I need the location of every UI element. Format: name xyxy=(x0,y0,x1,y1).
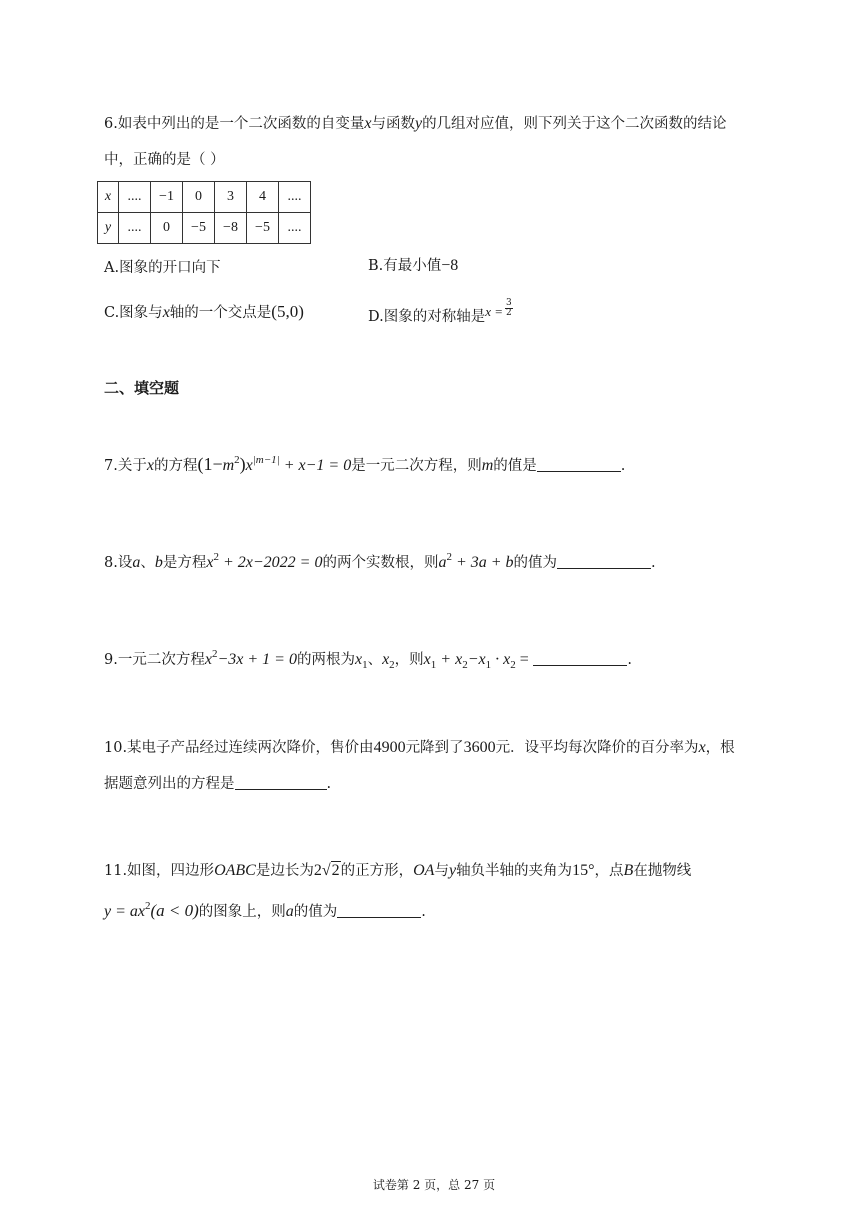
q7-text: 的值是 xyxy=(493,458,537,474)
answer-blank[interactable] xyxy=(537,457,621,472)
q11-text: 轴负半轴的夹角为 xyxy=(456,863,573,879)
table-cell: .... xyxy=(279,213,311,244)
fraction-denominator: 2 xyxy=(506,308,512,318)
q8-line xyxy=(104,551,656,572)
q7-eq: (1− xyxy=(197,454,223,474)
q9-expr: −x xyxy=(467,651,486,668)
q8-expr: + 3a + b xyxy=(451,554,514,571)
q10-line-1 xyxy=(104,736,735,757)
table-cell: −8 xyxy=(215,213,247,244)
q10-number: 4900 xyxy=(373,739,406,756)
q9-text: 、 xyxy=(367,652,383,668)
q6-var-y: y xyxy=(414,115,423,132)
q10-number: 3600 xyxy=(463,739,496,756)
q11-eq: (a < 0) xyxy=(150,901,199,920)
q11-line-1 xyxy=(104,859,691,880)
q7-text: 的方程 xyxy=(153,458,198,474)
q11-text: 在抛物线 xyxy=(633,863,692,879)
q9-root-subscript: 1 xyxy=(362,659,368,671)
q6-text: 与函数 xyxy=(371,116,415,132)
q11-var: y xyxy=(448,862,457,879)
q9-eq-exponent: 2 xyxy=(211,648,218,660)
q11-text: . xyxy=(421,904,426,920)
q7-var: x xyxy=(146,457,154,474)
q9-expr: + x xyxy=(436,651,463,668)
q9-expr: = xyxy=(515,651,529,668)
q6-var-x: x xyxy=(364,115,372,132)
q6-option-c xyxy=(104,301,304,322)
q9-text: ，则 xyxy=(394,652,424,668)
q10-line-2 xyxy=(104,772,331,793)
q7-eq: ) xyxy=(239,454,246,474)
q11-var: OA xyxy=(413,862,435,879)
fraction xyxy=(505,299,513,318)
q9-text: . xyxy=(627,652,632,668)
option-text: 轴的一个交点是 xyxy=(169,305,272,321)
q8-eq: + 2x−2022 = 0 xyxy=(218,554,323,571)
table-cell: x xyxy=(98,182,119,213)
page-footer: 试卷第 2 页，总 27 页 xyxy=(372,1178,496,1192)
q9-root: x xyxy=(354,651,363,668)
table-row-x xyxy=(98,182,311,213)
q6-line-1 xyxy=(104,112,727,133)
q11-var: a xyxy=(285,903,294,920)
q11-angle: 15° xyxy=(572,862,595,879)
q7-text: 7.关于 xyxy=(104,458,147,474)
q7-line xyxy=(104,454,625,475)
fraction-numerator: 3 xyxy=(506,298,512,308)
q10-text: 元降到了 xyxy=(405,740,464,756)
q9-expr-subscript: 2 xyxy=(510,659,516,671)
table-cell: −5 xyxy=(247,213,279,244)
q11-number: 2 xyxy=(313,862,322,879)
q8-var: b xyxy=(154,554,163,571)
table-cell: .... xyxy=(119,182,151,213)
q7-text: . xyxy=(620,458,626,474)
q7-var: m xyxy=(481,457,494,474)
table-cell: .... xyxy=(119,213,151,244)
q9-root-subscript: 2 xyxy=(389,659,395,671)
q8-eq-exponent: 2 xyxy=(213,551,219,563)
q11-text: 的正方形， xyxy=(340,863,414,879)
q7-eq-exponent: 2 xyxy=(234,454,240,466)
option-text: C.图象与 xyxy=(104,305,163,321)
q9-expr-subscript: 1 xyxy=(430,659,437,671)
table-cell: .... xyxy=(279,182,311,213)
q8-text: 的值为 xyxy=(513,555,558,571)
table-cell: 4 xyxy=(247,182,279,213)
q11-eq: y = ax xyxy=(104,903,145,920)
q6-line-2: 中，正确的是（ ） xyxy=(104,152,225,168)
q8-eq: x xyxy=(206,554,214,571)
q9-expr: x xyxy=(423,651,431,668)
answer-blank[interactable] xyxy=(235,775,327,790)
q6-text: 的几组对应值，则下列关于这个二次函数的结论 xyxy=(422,116,727,132)
answer-blank[interactable] xyxy=(533,651,627,666)
q9-eq: −3x + 1 = 0 xyxy=(217,651,297,668)
q11-text: ，点 xyxy=(594,863,624,879)
q9-eq: x xyxy=(204,651,212,668)
q10-text: 元．设平均每次降价的百分率为 xyxy=(495,740,699,756)
answer-blank[interactable] xyxy=(337,903,421,918)
option-var: x xyxy=(162,304,170,321)
q11-line-2 xyxy=(104,900,426,921)
q9-expr: · x xyxy=(491,651,511,668)
q11-var: B xyxy=(623,862,634,879)
q8-text: 、 xyxy=(140,555,155,571)
table-cell: y xyxy=(98,213,119,244)
table-cell: 0 xyxy=(151,213,183,244)
option-math: −8 xyxy=(441,257,459,274)
q9-text: 9.一元二次方程 xyxy=(104,652,205,668)
option-text: B.有最小值 xyxy=(368,258,442,274)
radicand: 2 xyxy=(331,862,340,879)
q11-text: 11.如图，四边形 xyxy=(104,863,215,879)
q10-var: x xyxy=(698,739,706,756)
q11-text: 是边长为 xyxy=(255,863,314,879)
table-row-y xyxy=(98,213,311,244)
table-cell: 3 xyxy=(215,182,247,213)
q11-eq-exponent: 2 xyxy=(145,900,151,912)
table-cell: −5 xyxy=(183,213,215,244)
q9-expr-subscript: 1 xyxy=(485,659,492,671)
option-math: x = xyxy=(485,304,504,319)
table-cell: 0 xyxy=(183,182,215,213)
q8-text: 8.设 xyxy=(104,555,133,571)
q7-eq-exponent: |m−1| xyxy=(252,454,280,466)
q11-text: 的值为 xyxy=(293,904,338,920)
section-title: 二、填空题 xyxy=(104,379,180,397)
q10-text: 据题意列出的方程是 xyxy=(104,776,235,792)
q9-line xyxy=(104,648,632,671)
q6-option-b xyxy=(368,254,458,275)
q8-text: . xyxy=(651,555,656,571)
q6-text: 6.如表中列出的是一个二次函数的自变量 xyxy=(104,116,365,132)
q10-text: ，根 xyxy=(705,740,735,756)
q6-value-table xyxy=(97,181,311,244)
q9-expr-subscript: 2 xyxy=(462,659,468,671)
table-cell: −1 xyxy=(151,182,183,213)
q6-option-a: A.图象的开口向下 xyxy=(104,260,221,276)
q6-option-d xyxy=(368,299,513,326)
answer-blank[interactable] xyxy=(557,554,651,569)
q10-text: 10.某电子产品经过连续两次降价，售价由 xyxy=(104,740,374,756)
q11-text: 与 xyxy=(434,863,449,879)
q8-text: 是方程 xyxy=(162,555,207,571)
q11-text: 的图象上，则 xyxy=(198,904,286,920)
q7-eq: + x−1 = 0 xyxy=(279,457,352,474)
square-root: √2 xyxy=(321,862,340,879)
q10-text: . xyxy=(326,776,332,792)
q8-var: a xyxy=(132,554,141,571)
q7-eq: x xyxy=(245,457,253,474)
q8-expr: a xyxy=(438,554,447,571)
q9-text: 的两根为 xyxy=(296,652,355,668)
q11-var: OABC xyxy=(214,862,256,879)
option-math: (5,0) xyxy=(271,302,304,321)
q9-root: x xyxy=(382,651,390,668)
q7-eq: m xyxy=(222,457,235,474)
q7-text: 是一元二次方程，则 xyxy=(351,458,482,474)
q8-expr-exponent: 2 xyxy=(446,551,452,563)
q8-text: 的两个实数根，则 xyxy=(322,555,439,571)
option-text: D.图象的对称轴是 xyxy=(368,309,486,325)
